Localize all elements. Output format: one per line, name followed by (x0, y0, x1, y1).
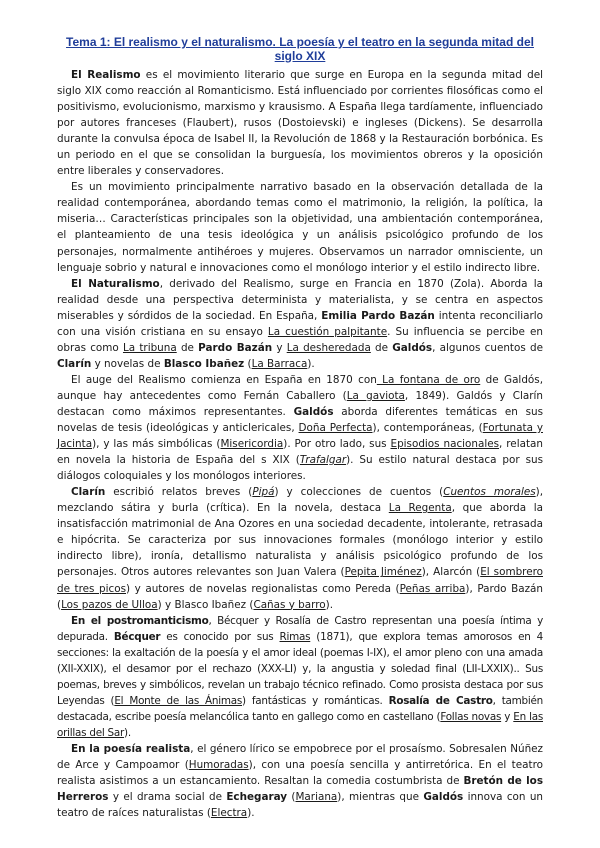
work-title: La fontana de oro (376, 373, 481, 386)
work-title: Rimas (279, 630, 311, 643)
work-title: La desheredada (286, 341, 371, 354)
work-title: La tribuna (122, 341, 177, 354)
paragraph-postromanticismo (57, 613, 543, 741)
text: ), y las más simbólicas ( (92, 438, 221, 451)
text: , derivado del Realismo, surge en Francia en 1870 (Zola). Aborda la realidad desde una perspectiva determinista y materialista, y se centra en aspectos miserables y sórdidos de la sociedad. En España, (57, 277, 543, 322)
paragraph-poesia-realista (57, 741, 543, 821)
text: ). (325, 598, 333, 611)
term-naturalismo: El Naturalismo (71, 277, 160, 290)
author-name: Blasco Ibañez (163, 357, 245, 370)
work-title: En las orillas del Sar (57, 710, 543, 739)
text: de (176, 341, 199, 354)
work-title: La Regenta (388, 502, 452, 515)
work-title: La cuestión palpitante (267, 325, 388, 338)
work-title: La Barraca (251, 357, 308, 370)
author-name: Clarín (57, 357, 92, 370)
work-title: Peñas arriba (399, 582, 466, 595)
text: y (272, 341, 287, 354)
author-name: Bécquer (113, 630, 161, 643)
text: de (370, 341, 393, 354)
text: ) y colecciones de cuentos ( (274, 486, 444, 499)
text: , algunos cuentos de (432, 341, 543, 354)
text: ). (307, 357, 315, 370)
text: ), mientras que (337, 791, 424, 804)
work-title: Doña Perfecta (298, 422, 373, 435)
text: , que aborda la insatisfacción matrimonial de Ana Ozores en una sociedad decadente, intolerante, retrasada e hipócrita. Se caracteriza por sus innovaciones formales (monólogo interior y estilo indirecto libre), ironía, detallismo naturalista y análisis psicológico profundo de los personajes. Otros autores relevantes son Juan Valera ( (57, 502, 543, 579)
paragraph-naturalismo (57, 276, 543, 372)
text: , Bécquer y Rosalía de Castro representan una poesía íntima y depurada. (57, 614, 543, 643)
text: ). Su estilo natural destaca por sus diálogos coloquiales y los monólogos interiores. (57, 454, 543, 483)
text: ), Pardo Bazán ( (57, 582, 543, 611)
term-postromanticismo: En el postromanticismo (71, 614, 209, 627)
work-title: Episodios nacionales (390, 438, 500, 451)
work-title: Cuentos morales (443, 486, 536, 499)
work-title: Pepita Jiménez (344, 566, 422, 579)
paragraph-realismo-caracteristicas (57, 179, 543, 275)
text: y novelas de (91, 357, 164, 370)
work-title: Los pazos de Ulloa (61, 598, 158, 611)
term-realismo: El Realismo (71, 69, 141, 81)
text: , el género lírico se empobrece por el prosaísmo. Sobresalen Núñez de Arce y Campoamor ( (57, 742, 543, 772)
text: ) fantásticas y románticas. (242, 694, 389, 707)
text: ). Por otro lado, sus (283, 438, 391, 451)
author-name: Galdós (423, 791, 464, 804)
document-page (57, 36, 543, 821)
text: ). (247, 807, 255, 820)
text: ), Alarcón ( (421, 566, 481, 579)
text: Es un movimiento principalmente narrativo basado en la observación detallada de la realidad contemporánea, abordando temas como el matrimonio, la religión, la política, la miseria… Características principales son la objetividad, una ambientación contemporánea, el planteamiento de una tesis ideológica y un análisis psicológico profundo de los personajes, normalmente antihéroes y mujeres. Observamos un narrador omnisciente, un lenguaje sobrio y natural e innovaciones como el monólogo interior y el estilo indirecto libre. (57, 181, 543, 274)
paragraph-realismo-intro (57, 67, 543, 179)
text: ( (287, 791, 296, 804)
text: (1871), que explora temas amorosos en 4 secciones: la exaltación de la poesía y el amor ideal (poemas I-IX), el amor pleno con una amada (XII-XXIX), el desamor por el rechazo (XXX-LI) y, la angustia y soledad final (LII-LXXIX).. Sus poemas, breves y simbólicos, revelan un trabajo técnico refinado. Como prosista destaca por sus Leyendas ( (57, 630, 543, 707)
text: intenta reconciliarlo con una visión cristiana en su ensayo (57, 309, 544, 338)
text: y (501, 710, 514, 723)
text: innova con un teatro de raíces naturalistas ( (57, 791, 544, 820)
work-title: Pipá (252, 486, 275, 499)
work-title: Trafalgar (299, 454, 347, 467)
text: . Su influencia se percibe en obras como (57, 325, 543, 354)
author-name: Galdós (293, 405, 334, 418)
author-name: Rosalía de Castro (388, 694, 493, 707)
text: aborda diferentes temáticas en sus novelas de tesis (ideológicas y anticlericales, (57, 405, 543, 435)
author-name: Galdós (392, 341, 433, 354)
work-title: Humoradas (188, 759, 249, 772)
text: , relatan en novela la historia de España del s XIX ( (57, 438, 543, 467)
text: ) y autores de novelas regionalistas como Pereda ( (126, 582, 400, 595)
paragraph-galdos (57, 372, 543, 484)
text: , 1849). Galdós y Clarín destacan como máximos representantes. (57, 389, 543, 418)
text: ). (124, 726, 131, 739)
text: escribió relatos breves ( (105, 486, 253, 499)
text: , también destacada, escribe poesía melancólica tanto en gallego como en castellano ( (57, 694, 543, 723)
work-title: El sombrero de tres picos (57, 566, 543, 595)
work-title: Cañas y barro (253, 598, 326, 611)
work-title: La gaviota (346, 389, 405, 402)
work-title: Follas novas (440, 710, 502, 723)
author-name: Pardo Bazán (198, 341, 273, 354)
text: y el drama social de (108, 791, 227, 804)
author-name: Emilia Pardo Bazán (321, 309, 435, 322)
work-title: Fortunata y Jacinta (57, 422, 543, 451)
text: es el movimiento literario que surge en Europa en la segunda mitad del siglo XIX como reacción al Romanticismo. Está influenciado por corrientes filosóficas como el positivismo, evolucionismo, marxismo y krausismo. A España llega tardíamente, influenciado por autores franceses (Flaubert), rusos (Dostoievski) e ingleses (Dickens). Se desarrolla durante la convulsa época de Isabel II, la Revolución de 1868 y la Restauración borbónica. Es un periodo en el que se consolidan la burguesía, los movimientos obreros y la oposición entre liberales y conservadores. (57, 69, 543, 178)
text: es conocido por sus (160, 630, 280, 643)
term-poesia-realista: En la poesía realista (71, 742, 191, 755)
text: de Galdós, aunque hay antecedentes como Fernán Caballero ( (57, 373, 543, 402)
work-title: Electra (210, 807, 248, 820)
work-title: Mariana (295, 791, 338, 804)
author-name: Echegaray (226, 791, 288, 804)
text: ( (244, 357, 252, 370)
paragraph-clarin (57, 484, 543, 612)
author-name: Bretón de los Herreros (57, 775, 544, 804)
text: ), contemporáneas, ( (372, 422, 483, 435)
text: ), mezclando sátira y burla (crítica). En la novela, destaca (57, 486, 544, 515)
text: ), con una poesía sencilla y antirretórica. En el teatro realista asistimos a un estancamiento. Resaltan la comedia costumbrista de (57, 759, 543, 788)
author-name: Clarín (71, 486, 106, 499)
work-title: El Monte de las Ánimas (114, 694, 243, 707)
text: El auge del Realismo comienza en España en 1870 con (71, 373, 377, 386)
work-title: Misericordia (220, 438, 284, 451)
text: ) y Blasco Ibañez ( (157, 598, 254, 611)
page-title: Tema 1: El realismo y el naturalismo. La poesía y el teatro en la segunda mitad del siglo XIX (66, 35, 534, 63)
